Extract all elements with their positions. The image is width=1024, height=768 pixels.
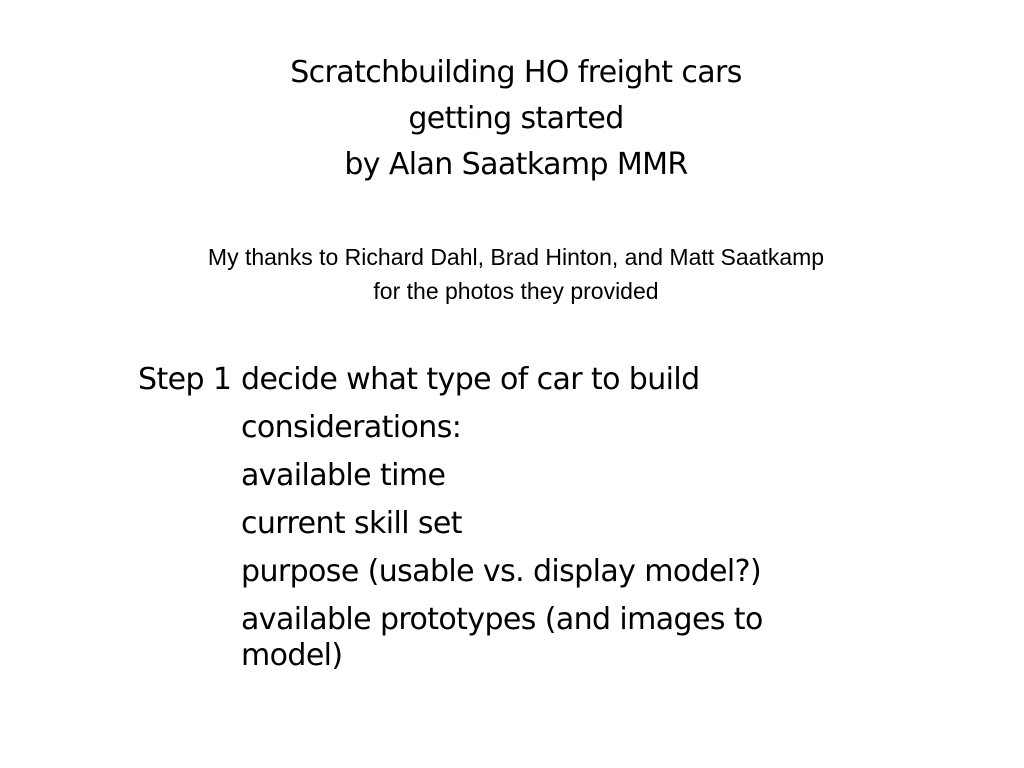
thanks-line: for the photos they provided (373, 278, 659, 304)
step-heading-text: decide what type of car to build (241, 362, 700, 397)
title-line: Scratchbuilding HO freight cars (290, 55, 742, 90)
list-item: considerations: (241, 410, 462, 445)
list-item: purpose (usable vs. display model?) (241, 554, 762, 589)
list-item: current skill set (241, 506, 462, 541)
list-item: available time (241, 458, 446, 493)
step-section (138, 356, 838, 674)
slide-title (0, 50, 1024, 188)
list-item: available prototypes (and images to model) (241, 602, 763, 673)
step-label: Step 1 (138, 362, 232, 397)
acknowledgements (0, 240, 1024, 308)
considerations-list (138, 404, 838, 674)
thanks-line: My thanks to Richard Dahl, Brad Hinton, and Matt Saatkamp (207, 244, 825, 270)
author-line: by Alan Saatkamp MMR (344, 147, 688, 182)
subtitle-line: getting started (408, 101, 624, 136)
step-heading (138, 356, 838, 404)
